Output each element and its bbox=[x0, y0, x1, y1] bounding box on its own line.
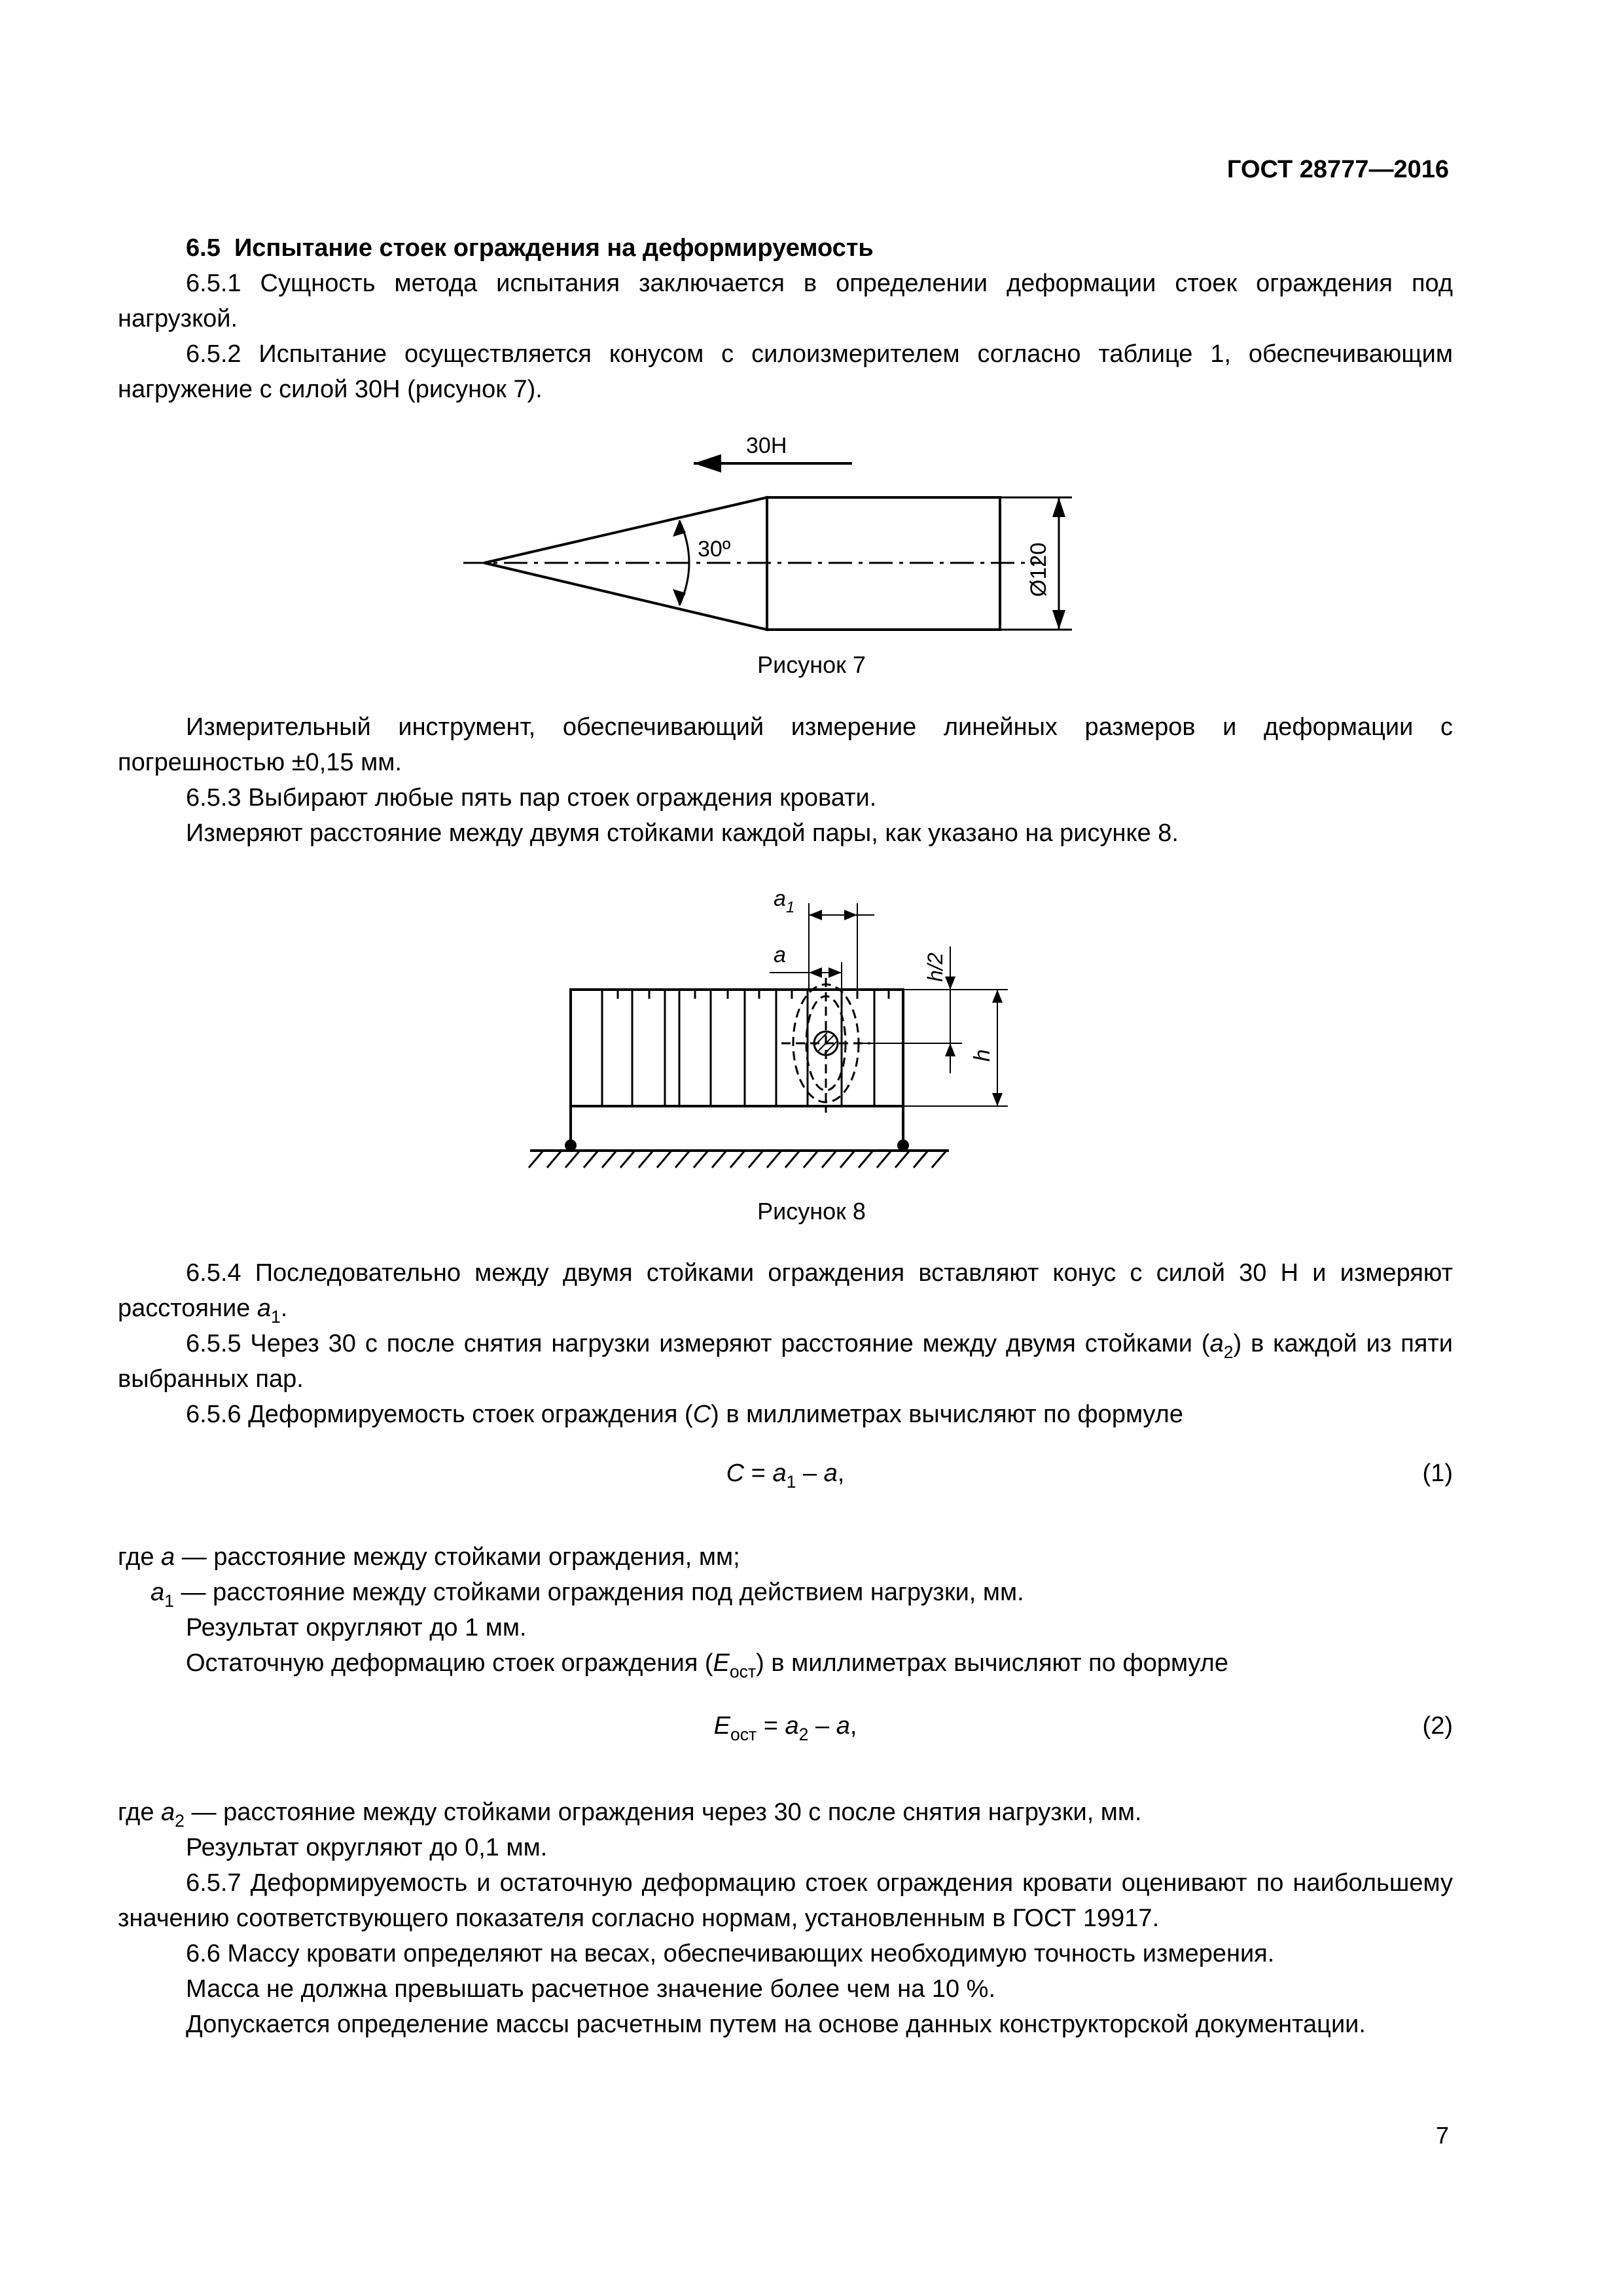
f1-eq: = bbox=[744, 1460, 773, 1487]
figure-8-caption: Рисунок 8 bbox=[757, 1198, 866, 1225]
resid-start: Остаточную деформацию стоек ограждения ( bbox=[186, 1649, 713, 1677]
paragraph-mass-calc: Допускается определение массы расчетным путем на основе данных конструкторской документации. bbox=[186, 2011, 1366, 2038]
f2-comma: , bbox=[849, 1712, 857, 1740]
section-6-5-4-to-6 bbox=[118, 1255, 1453, 1432]
paragraph-6-5-5 bbox=[118, 1326, 1453, 1397]
p655-text-end: ) в каждой из пяти выбранных пар. bbox=[118, 1330, 1453, 1393]
p654-sub: 1 bbox=[271, 1307, 281, 1327]
paragraph-6-5-4 bbox=[118, 1255, 1453, 1326]
def2-a2-text: — расстояние между стойками ограждения через 30 с после снятия нагрузки, мм. bbox=[184, 1799, 1142, 1826]
resid-E-sub: ост bbox=[729, 1662, 757, 1681]
def-a1-sub: 1 bbox=[164, 1591, 174, 1611]
resid-E: E bbox=[713, 1649, 730, 1677]
dim-arrow-a-left bbox=[809, 967, 822, 978]
formula-1-number: (1) bbox=[1422, 1460, 1453, 1487]
formula-1-expression bbox=[118, 1460, 1453, 1492]
round-1mm: Результат округляют до 1 мм. bbox=[186, 1614, 527, 1641]
resid-end: ) в миллиметрах вычисляют по формуле bbox=[756, 1649, 1228, 1677]
def-a-var: a bbox=[161, 1543, 175, 1571]
def-a-text: — расстояние между стойками ограждения, мм; bbox=[175, 1543, 740, 1571]
label-a1-subscript: 1 bbox=[785, 899, 795, 916]
railing-frame bbox=[571, 990, 903, 1106]
formula-1 bbox=[118, 1460, 1453, 1499]
paragraph-instrument: Измерительный инструмент, обеспечивающий измерение линейных размеров и деформации с погрешностью ±0,15 мм. bbox=[118, 713, 1453, 776]
f2-sub: 2 bbox=[798, 1725, 809, 1744]
figure-7-caption: Рисунок 7 bbox=[757, 651, 866, 678]
label-a1 bbox=[774, 886, 794, 916]
round-01mm: Результат округляют до 0,1 мм. bbox=[186, 1834, 548, 1861]
label-a1-letter: a bbox=[774, 886, 786, 911]
angle-label: 30º bbox=[698, 537, 731, 562]
f1-a: a bbox=[772, 1460, 787, 1487]
paragraph-6-5-6 bbox=[118, 1397, 1453, 1432]
f2-a2: a bbox=[836, 1712, 850, 1740]
dim-arrow-a1-left bbox=[809, 910, 822, 920]
f2-E: E bbox=[713, 1712, 730, 1740]
f1-lhs: C bbox=[726, 1460, 745, 1487]
ground-hatching bbox=[529, 1151, 946, 1168]
standard-code: ГОСТ 28777—2016 bbox=[1226, 156, 1449, 183]
f1-minus: – bbox=[796, 1460, 824, 1487]
f1-a2: a bbox=[823, 1460, 838, 1487]
paragraph-6-5-1: 6.5.1 Сущность метода испытания заключается в определении деформации стоек ограждения под нагрузкой. bbox=[118, 270, 1453, 332]
p656-text-end: ) в миллиметрах вычисляют по формуле bbox=[711, 1401, 1183, 1428]
dim-arrow-h-bottom bbox=[992, 1093, 1003, 1106]
f2-a: a bbox=[785, 1712, 799, 1740]
p655-sub: 2 bbox=[1223, 1342, 1234, 1362]
paragraph-6-5-7: 6.5.7 Деформируемость и остаточную деформацию стоек ограждения кровати оценивают по наибольшему значению соответствующего показателя согласно нормам, установленным в ГОСТ 19917. bbox=[118, 1869, 1453, 1932]
def2-where: где bbox=[118, 1799, 162, 1826]
label-a: a bbox=[774, 942, 786, 967]
label-h: h bbox=[970, 1049, 995, 1062]
paragraph-6-5-3: 6.5.3 Выбирают любые пять пар стоек ограждения кровати. bbox=[186, 784, 877, 812]
railing-posts bbox=[602, 990, 874, 1106]
force-label: 30Н bbox=[746, 433, 787, 458]
p655-text: 6.5.5 Через 30 с после снятия нагрузки измеряют расстояние между двумя стойками ( bbox=[186, 1330, 1210, 1357]
paragraph-mass-limit: Масса не должна превышать расчетное значение более чем на 10 %. bbox=[186, 1975, 996, 2003]
section-title-text: Испытание стоек ограждения на деформируемость bbox=[234, 234, 874, 262]
def2-a2-sub: 2 bbox=[175, 1811, 185, 1831]
p656-var-c: C bbox=[692, 1401, 711, 1428]
p654-var-a: a bbox=[257, 1295, 271, 1322]
def-a1-var: a bbox=[151, 1579, 165, 1606]
dim-arrow-h-top bbox=[992, 990, 1003, 1003]
f2-eq: = bbox=[757, 1712, 785, 1740]
dim-arrow-a-right bbox=[829, 967, 842, 978]
f1-comma: , bbox=[837, 1460, 845, 1487]
p656-text: 6.5.6 Деформируемость стоек ограждения ( bbox=[186, 1401, 693, 1428]
def-a1 bbox=[118, 1575, 1453, 1610]
paragraph-6-5-2: 6.5.2 Испытание осуществляется конусом с силоизмерителем согласно таблице 1, обеспечивающим нагружение с силой 30Н (рисунок 7). bbox=[118, 340, 1453, 403]
def2-a2-var: a bbox=[161, 1799, 175, 1826]
f2-E-sub: ост bbox=[730, 1725, 757, 1744]
formula-2 bbox=[118, 1712, 1453, 1751]
paragraph-measure: Измеряют расстояние между двумя стойками каждой пары, как указано на рисунке 8. bbox=[186, 819, 1179, 847]
p654-period: . bbox=[280, 1295, 288, 1322]
label-h2: h/2 bbox=[923, 952, 947, 982]
dim-arrow-h2-bottom bbox=[945, 1043, 955, 1056]
diameter-label: Ø120 bbox=[1026, 542, 1051, 597]
residual-deformation-text bbox=[118, 1645, 1453, 1681]
def-a1-text: — расстояние между стойками ограждения под действием нагрузки, мм. bbox=[173, 1579, 1024, 1606]
paragraph-6-6: 6.6 Массу кровати определяют на весах, обеспечивающих необходимую точность измерения. bbox=[186, 1940, 1275, 1967]
page-number: 7 bbox=[1435, 2122, 1449, 2149]
formula-2-definitions bbox=[118, 1795, 1453, 2042]
formula-2-expression bbox=[118, 1712, 1453, 1744]
def-where: где bbox=[118, 1543, 162, 1571]
p655-var-a: a bbox=[1209, 1330, 1224, 1357]
dim-arrow-a1-right bbox=[844, 910, 857, 920]
section-number: 6.5 bbox=[186, 234, 221, 262]
formula-2-number: (2) bbox=[1422, 1712, 1453, 1740]
p654-text: 6.5.4 Последовательно между двумя стойками ограждения вставляют конус с силой 30 Н и измеряют расстояние bbox=[118, 1259, 1453, 1322]
f1-sub: 1 bbox=[786, 1472, 796, 1492]
f2-minus: – bbox=[808, 1712, 836, 1740]
def-a bbox=[118, 1539, 1453, 1575]
tick-marks bbox=[618, 990, 889, 999]
def-a2 bbox=[118, 1795, 1453, 1830]
formula-1-definitions bbox=[118, 1539, 1453, 1681]
